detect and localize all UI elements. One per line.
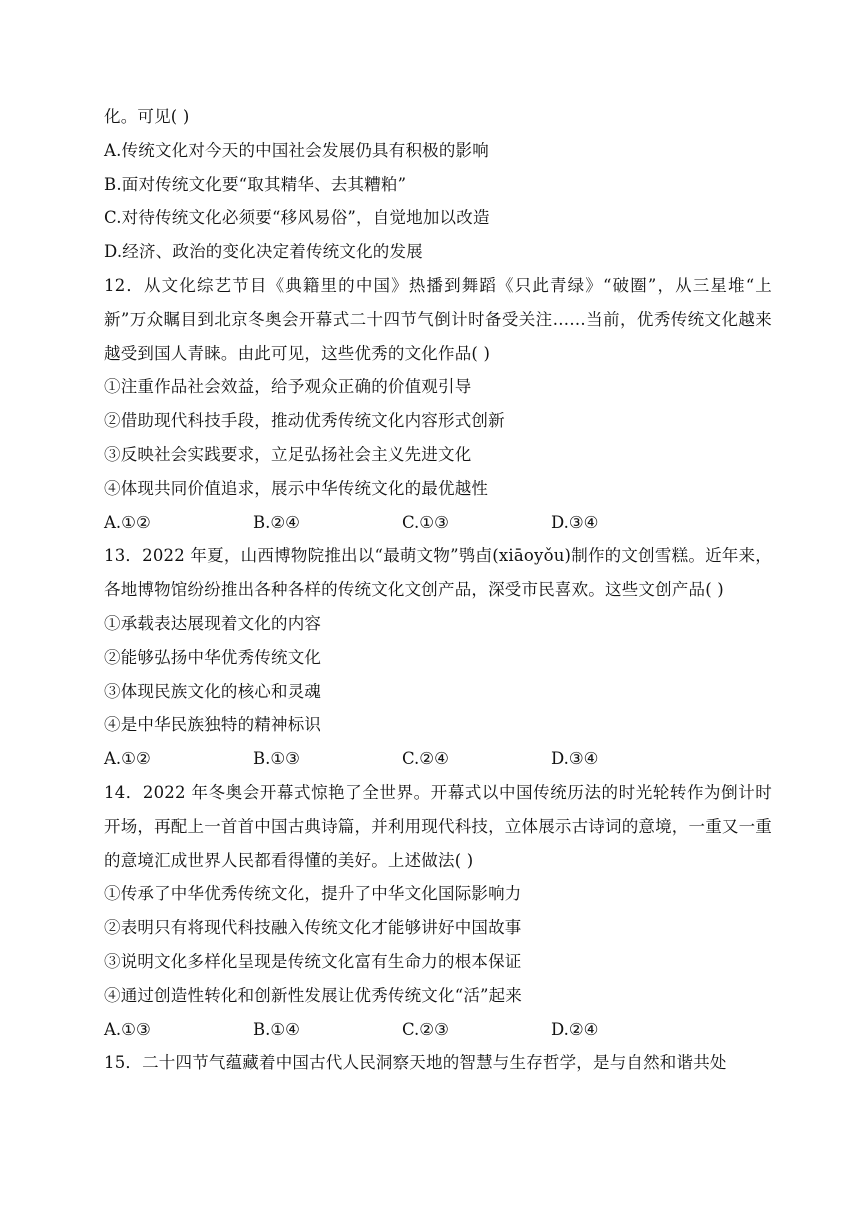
q14-answer-d: D.②④ [551,1019,599,1039]
q13-answer-c: C.②④ [402,749,449,769]
q14-answer-a: A.①③ [104,1019,151,1039]
q14-answers [104,1013,772,1047]
q14-stem: 14．2022 年冬奥会开幕式惊艳了全世界。开幕式以中国传统历法的时光轮转作为倒计时开场，再配上一首首中国古典诗篇，并利用现代科技，立体展示古诗词的意境，一重又一重的意境汇成世界人民都看得懂的美好。上述做法( ) [104,782,772,870]
q12-answer-b: B.②④ [253,512,300,532]
q11-option-b: B.面对传统文化要“取其精华、去其糟粕” [104,174,407,194]
q11-option-d: D.经济、政治的变化决定着传统文化的发展 [104,242,423,262]
q12-statement-3: ③反映社会实践要求，立足弘扬社会主义先进文化 [104,444,472,464]
q13-answers [104,742,772,776]
q13-answer-b: B.①③ [253,749,300,769]
q12-answer-c: C.①③ [402,512,449,532]
q14-statement-3: ③说明文化多样化呈现是传统文化富有生命力的根本保证 [104,951,522,971]
q14-answer-c: C.②③ [402,1019,449,1039]
q15-stem-start: 15．二十四节气蕴藏着中国古代人民洞察天地的智慧与生存哲学，是与自然和谐共处 [104,1053,727,1073]
q13-statement-3: ③体现民族文化的核心和灵魂 [104,681,322,701]
q14-statement-2: ②表明只有将现代科技融入传统文化才能够讲好中国故事 [104,918,522,938]
q13-statement-4: ④是中华民族独特的精神标识 [104,715,322,735]
q12-statement-2: ②借助现代科技手段，推动优秀传统文化内容形式创新 [104,411,505,431]
q12-answer-d: D.③④ [551,512,599,532]
q12-stem: 12．从文化综艺节目《典籍里的中国》热播到舞蹈《只此青绿》“破圈”，从三星堆“上新”万众瞩目到北京冬奥会开幕式二十四节气倒计时备受关注……当前，优秀传统文化越来越受到国人青睐。由此可见，这些优秀的文化作品( ) [104,275,772,363]
q14-statement-1: ①传承了中华优秀传统文化，提升了中华文化国际影响力 [104,884,522,904]
q12-statement-1: ①注重作品社会效益，给予观众正确的价值观引导 [104,377,472,397]
q12-statement-4: ④体现共同价值追求，展示中华传统文化的最优越性 [104,478,489,498]
q12-answer-a: A.①② [104,512,151,532]
exam-page [104,100,772,1080]
q14-answer-b: B.①④ [253,1019,300,1039]
q13-stem: 13．2022 年夏，山西博物院推出以“最萌文物”鸮卣(xiāoyǒu)制作的文创雪糕。近年来，各地博物馆纷纷推出各种各样的传统文化文创产品，深受市民喜欢。这些文创产品( ) [104,546,772,600]
q13-answer-a: A.①② [104,749,151,769]
q13-statement-2: ②能够弘扬中华优秀传统文化 [104,647,322,667]
q13-statement-1: ①承载表达展现着文化的内容 [104,613,322,633]
q12-answers [104,506,772,540]
q11-option-a: A.传统文化对今天的中国社会发展仍具有积极的影响 [104,140,489,160]
q14-statement-4: ④通过创造性转化和创新性发展让优秀传统文化“活”起来 [104,985,523,1005]
q11-option-c: C.对待传统文化必须要“移风易俗”，自觉地加以改造 [104,208,490,228]
q13-answer-d: D.③④ [551,749,599,769]
q11-stem-end: 化。可见( ) [104,107,190,126]
